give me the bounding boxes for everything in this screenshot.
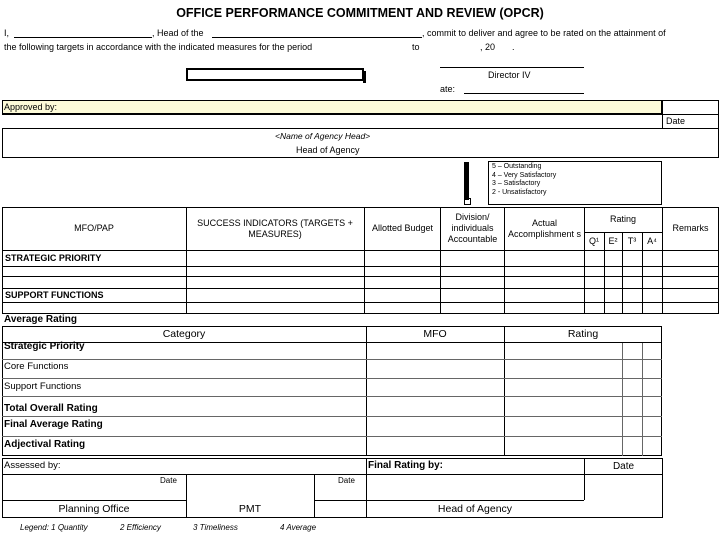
assessed-by-label: Assessed by: bbox=[4, 460, 61, 471]
summary-row: Adjectival Rating bbox=[4, 439, 86, 450]
col-success-indicators: SUCCESS INDICATORS (TARGETS + MEASURES) bbox=[197, 217, 353, 239]
planning-date-label: Date bbox=[160, 476, 177, 485]
commitment-line2-to: to bbox=[412, 42, 420, 52]
scale-marker bbox=[464, 162, 469, 200]
rating-scale-list bbox=[492, 163, 556, 197]
col-e: E² bbox=[608, 236, 618, 246]
summary-col-category: Category bbox=[162, 327, 206, 340]
approved-by-label: Approved by: bbox=[4, 102, 58, 112]
cursor-mark bbox=[363, 71, 366, 83]
col-actual: Actual Accomplishment s bbox=[507, 217, 582, 239]
summary-row: Total Overall Rating bbox=[4, 403, 98, 414]
agency-head-name: <Name of Agency Head> bbox=[275, 131, 371, 141]
col-remarks: Remarks bbox=[672, 223, 709, 233]
scale-checkbox[interactable] bbox=[464, 198, 471, 205]
col-mfo-pap: MFO/PAP bbox=[74, 223, 114, 233]
signatory-title: Director IV bbox=[488, 70, 531, 80]
summary-col-mfo: MFO bbox=[423, 327, 447, 340]
head-of-agency-label: Head of Agency bbox=[437, 502, 513, 515]
col-rating: Rating bbox=[609, 214, 636, 224]
scale-item: 4 – Very Satisfactory bbox=[492, 171, 557, 179]
legend-item: 3 Timeliness bbox=[193, 523, 238, 532]
legend-item: 2 Efficiency bbox=[120, 523, 161, 532]
agency-head-title: Head of Agency bbox=[296, 145, 360, 155]
planning-office-label: Planning Office bbox=[58, 502, 130, 515]
col-t: T³ bbox=[627, 236, 637, 246]
commitment-line2-text: the following targets in accordance with the indicated measures for the period bbox=[4, 42, 313, 52]
signature-box[interactable] bbox=[186, 68, 364, 81]
final-rating-by-label: Final Rating by: bbox=[368, 460, 443, 471]
scale-item: 2 - Unsatisfactory bbox=[492, 188, 547, 196]
commitment-line1-head: , Head of the bbox=[152, 28, 204, 38]
col-q: Q¹ bbox=[589, 236, 599, 246]
summary-row: Support Functions bbox=[4, 381, 82, 392]
final-rating-date-label: Date bbox=[612, 460, 635, 472]
col-a: A⁴ bbox=[647, 236, 657, 246]
col-allotted-budget: Allotted Budget bbox=[371, 223, 434, 233]
scale-item: 3 – Satisfactory bbox=[492, 180, 541, 187]
commitment-line1-prefix: I, bbox=[4, 28, 10, 38]
summary-row: Final Average Rating bbox=[4, 419, 103, 430]
commitment-line1-commit: , commit to deliver and agree to be rated on the attainment of bbox=[422, 28, 666, 38]
approved-by-row bbox=[2, 100, 662, 114]
page-title: OFFICE PERFORMANCE COMMITMENT AND REVIEW (OPCR) bbox=[176, 6, 544, 20]
col-division: Division/ individuals Accountable bbox=[447, 212, 498, 244]
pmt-label: PMT bbox=[238, 502, 262, 515]
commitment-line2-end: . bbox=[512, 42, 515, 52]
legend-item: 4 Average bbox=[280, 523, 317, 532]
support-functions-row: SUPPORT FUNCTIONS bbox=[5, 290, 104, 300]
summary-col-rating: Rating bbox=[567, 327, 599, 340]
legend-item: Legend: 1 Quantity bbox=[20, 523, 88, 532]
approval-date-label: Date bbox=[666, 116, 686, 126]
commitment-line2-year: , 20 bbox=[480, 42, 496, 52]
pmt-date-label: Date bbox=[338, 476, 355, 485]
date-label: ate: bbox=[440, 84, 456, 94]
strategic-priority-row: STRATEGIC PRIORITY bbox=[5, 253, 102, 263]
scale-item: 5 – Outstanding bbox=[492, 163, 542, 170]
summary-row: Core Functions bbox=[4, 361, 69, 372]
average-rating-heading: Average Rating bbox=[4, 314, 77, 325]
summary-row: Strategic Priority bbox=[4, 341, 85, 352]
